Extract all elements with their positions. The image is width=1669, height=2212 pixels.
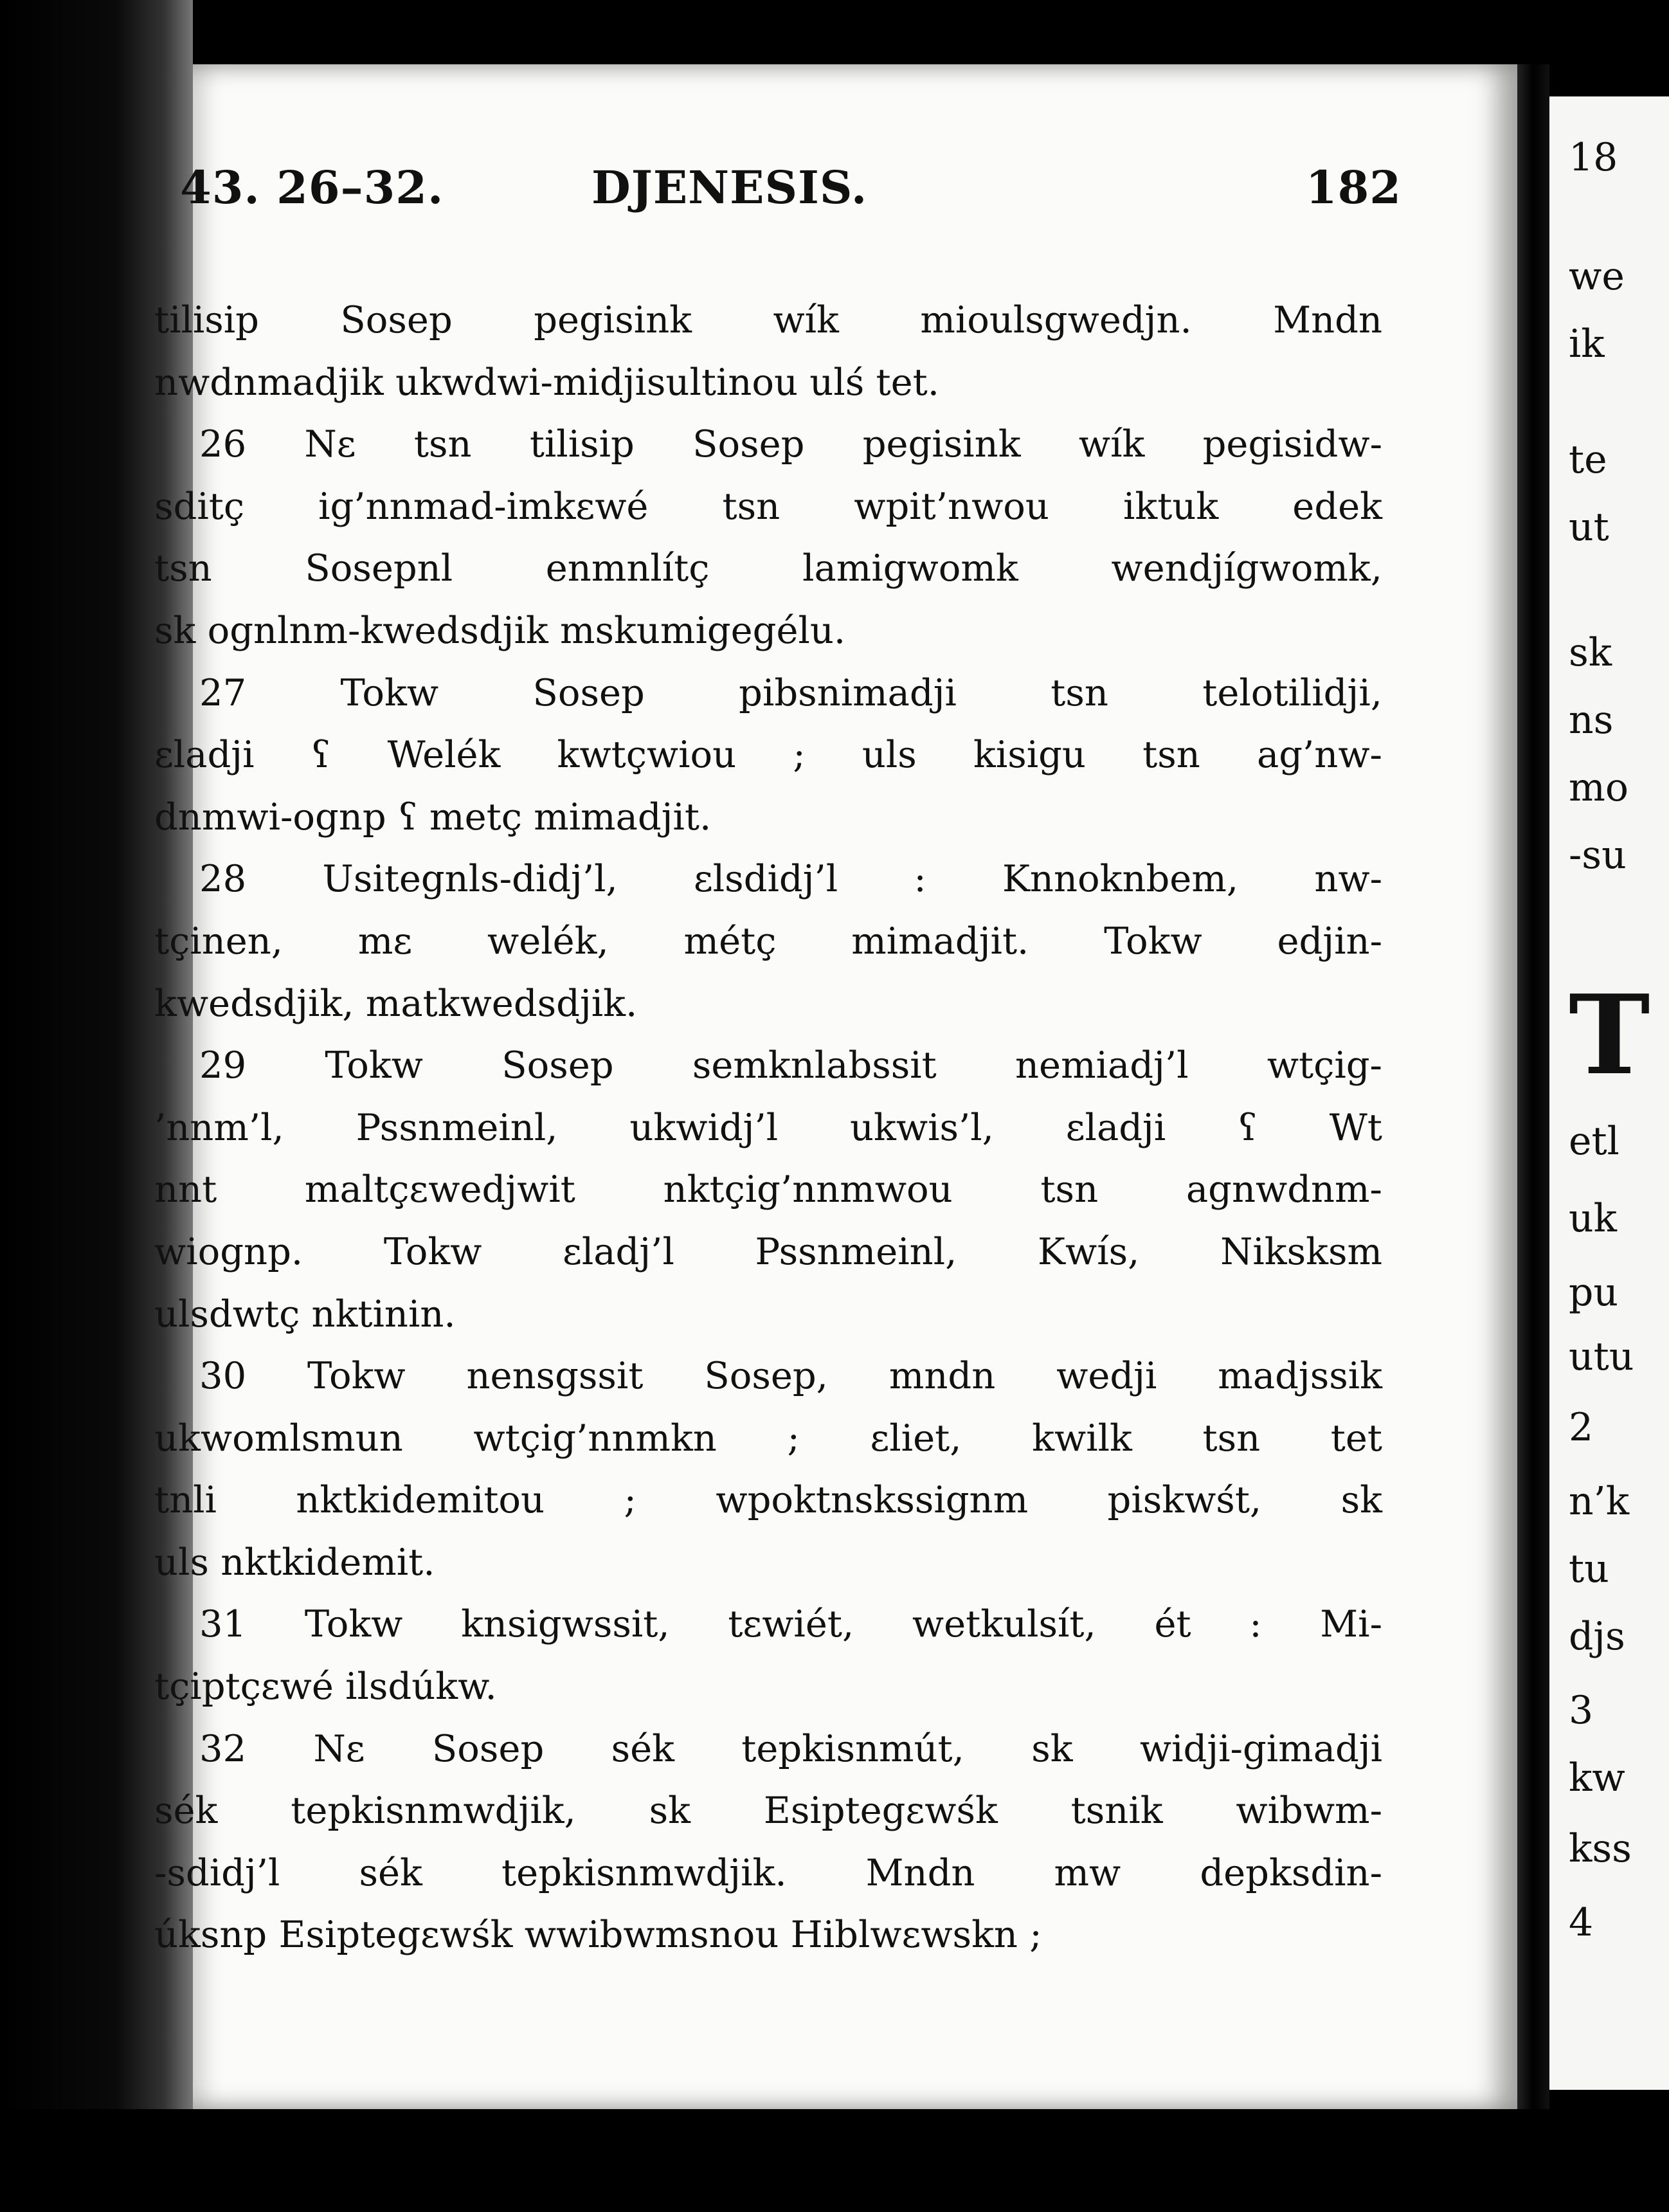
facing-page-fragment: kss — [1569, 1826, 1632, 1871]
facing-page-fragment: uk — [1569, 1196, 1617, 1241]
text-line: 27 Tokw Sosep pibsnimadji tsn telotilidji, — [199, 671, 1382, 714]
facing-page-fragment: ik — [1569, 322, 1605, 367]
text-line: 31 Tokw knsigwssit, tεwiét, wetkulsít, ét : Mi- — [199, 1602, 1382, 1646]
scan-bottom-border — [0, 2109, 1669, 2212]
facing-page-fragment: djs — [1569, 1614, 1625, 1659]
page-number: 182 — [1305, 161, 1402, 214]
facing-page-fragment: sk — [1569, 630, 1612, 675]
text-line: nwdnmadjik ukwdwi-midjisultinou ulś tet. — [154, 360, 940, 404]
text-line: 29 Tokw Sosep semknlabssit nemiadj’l wtçig- — [199, 1044, 1382, 1087]
text-line: 32 Nε Sosep sék tepkisnmút, sk widji-gimadji — [199, 1727, 1382, 1770]
text-line: tilisip Sosep pegisink wík mioulsgwedjn. Mndn — [154, 298, 1382, 341]
text-line: tçiptçεwé ilsdúkw. — [154, 1665, 497, 1709]
facing-page-fragment: te — [1569, 437, 1607, 482]
book-gutter — [1517, 64, 1549, 2109]
text-line: wiognp. Tokw εladj’l Pssnmeinl, Kwís, Niksksm — [154, 1229, 1382, 1273]
text-line: εladji ʕ Welék kwtçwiou ; uls kisigu tsn ag’nw- — [154, 733, 1382, 777]
facing-page-fragment: n’k — [1569, 1479, 1630, 1524]
facing-page-fragment: ns — [1569, 698, 1614, 743]
text-line: 26 Nε tsn tilisip Sosep pegisink wík pegisidw- — [199, 422, 1382, 466]
text-line: ulsdwtç nktinin. — [154, 1292, 456, 1336]
facing-page-fragment: 18 — [1569, 135, 1618, 180]
text-line: úksnp Esiptegεwśk wwibwmsnou Hiblwεwskn ; — [154, 1913, 1042, 1957]
text-line: tnli nktkidemitou ; wpoktnskssignm piskwśt, sk — [154, 1478, 1382, 1522]
text-line: sk ognlnm-kwedsdjik mskumigegélu. — [154, 608, 846, 652]
facing-page-fragment: 3 — [1569, 1688, 1594, 1733]
facing-page-fragment: pu — [1569, 1270, 1619, 1315]
text-line: uls nktkidemit. — [154, 1540, 435, 1584]
text-line: -sdidj’l sék tepkisnmwdjik. Mndn mw depksdin- — [154, 1851, 1382, 1894]
text-line: sditç ig’nnmad-imkεwé tsn wpit’nwou iktuk edek — [154, 484, 1382, 528]
facing-page-fragment: mo — [1569, 765, 1629, 810]
facing-page-fragment: T — [1569, 971, 1650, 1100]
facing-page-fragment: ut — [1569, 505, 1609, 550]
facing-page-fragment: etl — [1569, 1119, 1619, 1164]
text-line: sék tepkisnmwdjik, sk Esiptegεwśk tsnik wibwm- — [154, 1789, 1382, 1833]
scripture-text-body — [154, 289, 1382, 1966]
text-line: nnt maltçεwedjwit nktçig’nnmwou tsn agnwdnm- — [154, 1168, 1382, 1211]
text-line: tçinen, mε welék, métç mimadjit. Tokw edjin- — [154, 919, 1382, 963]
facing-page-fragment: we — [1569, 254, 1625, 299]
chapter-verse-reference: 43. 26–32. — [180, 161, 444, 214]
facing-page-fragment: 2 — [1569, 1405, 1594, 1450]
text-line: dnmwi-ognp ʕ metç mimadjit. — [154, 795, 712, 839]
text-line: tsn Sosepnl enmnlítç lamigwomk wendjígwomk, — [154, 547, 1382, 590]
facing-page-fragment: utu — [1569, 1334, 1634, 1379]
book-title: DJENESIS. — [591, 161, 868, 214]
facing-page-fragment: kw — [1569, 1755, 1625, 1800]
text-line: 30 Tokw nensgssit Sosep, mndn wedji madjssik — [199, 1354, 1382, 1398]
facing-page-fragment: 4 — [1569, 1900, 1594, 1945]
text-line: ’nnm’l, Pssnmeinl, ukwidj’l ukwis’l, εladji ʕ Wt — [154, 1105, 1382, 1149]
text-line: 28 Usitegnls-didj’l, εlsdidj’l : Knnoknbem, nw- — [199, 857, 1382, 901]
facing-page-fragment: tu — [1569, 1546, 1609, 1591]
running-header — [180, 161, 1402, 238]
facing-page-edge — [1549, 96, 1669, 2090]
text-line: kwedsdjik, matkwedsdjik. — [154, 981, 638, 1025]
text-line: ukwomlsmun wtçig’nnmkn ; εliet, kwilk tsn tet — [154, 1416, 1382, 1460]
facing-page-fragment: -su — [1569, 833, 1627, 878]
